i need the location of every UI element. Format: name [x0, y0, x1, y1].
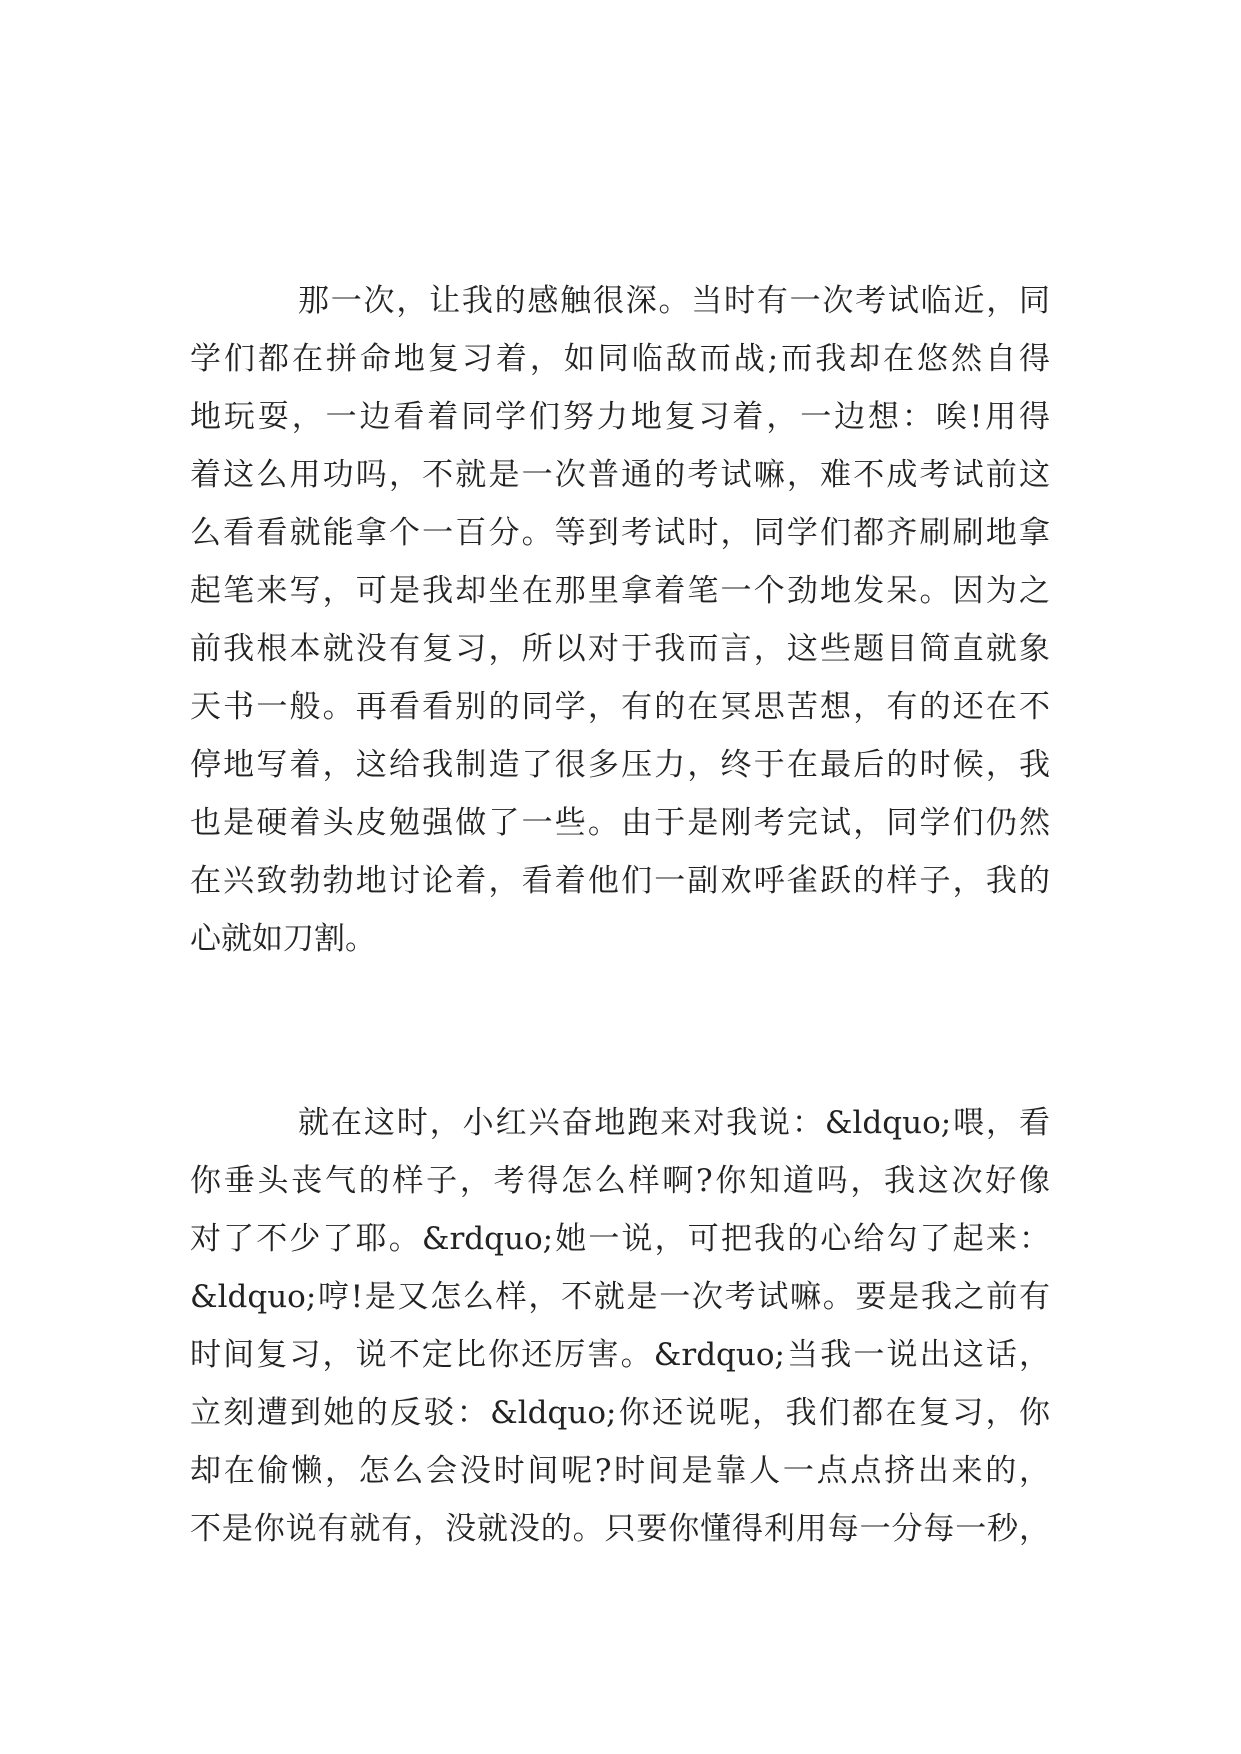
text-line: 时间复习，说不定比你还厉害。&rdquo;当我一说出这话，: [190, 1337, 1050, 1373]
text-line: 前我根本就没有复习，所以对于我而言，这些题目简直就象: [190, 631, 1050, 667]
text-line: 天书一般。再看看别的同学，有的在冥思苦想，有的还在不: [190, 689, 1050, 725]
text-line: 对了不少了耶。&rdquo;她一说，可把我的心给勾了起来：: [190, 1221, 1050, 1257]
paragraph-exam-memory: [190, 272, 1050, 968]
text-line: 在兴致勃勃地讨论着，看着他们一副欢呼雀跃的样子，我的: [190, 863, 1050, 899]
text-line: 也是硬着头皮勉强做了一些。由于是刚考完试，同学们仍然: [190, 805, 1050, 841]
text-line: 却在偷懒，怎么会没时间呢?时间是靠人一点点挤出来的，: [190, 1453, 1050, 1489]
paragraph-xiaohong-dialogue: [190, 1094, 1050, 1558]
text-line: 立刻遭到她的反驳：&ldquo;你还说呢，我们都在复习，你: [190, 1395, 1050, 1431]
text-line: 学们都在拼命地复习着，如同临敌而战;而我却在悠然自得: [190, 341, 1050, 377]
text-line: 地玩耍，一边看着同学们努力地复习着，一边想：唉!用得: [190, 399, 1050, 435]
text-line: 不是你说有就有，没就没的。只要你懂得利用每一分每一秒，: [190, 1511, 1050, 1547]
text-line: 停地写着，这给我制造了很多压力，终于在最后的时候，我: [190, 747, 1050, 783]
text-line: 你垂头丧气的样子，考得怎么样啊?你知道吗，我这次好像: [190, 1163, 1050, 1199]
text-line: 那一次，让我的感触很深。当时有一次考试临近，同: [298, 283, 1050, 319]
text-line: 么看看就能拿个一百分。等到考试时，同学们都齐刷刷地拿: [190, 515, 1050, 551]
text-line: &ldquo;哼!是又怎么样，不就是一次考试嘛。要是我之前有: [190, 1279, 1050, 1315]
text-line: 着这么用功吗，不就是一次普通的考试嘛，难不成考试前这: [190, 457, 1050, 493]
text-line: 就在这时，小红兴奋地跑来对我说：&ldquo;喂，看: [298, 1105, 1050, 1141]
text-line: 起笔来写，可是我却坐在那里拿着笔一个劲地发呆。因为之: [190, 573, 1050, 609]
text-line: 心就如刀割。: [190, 921, 376, 957]
